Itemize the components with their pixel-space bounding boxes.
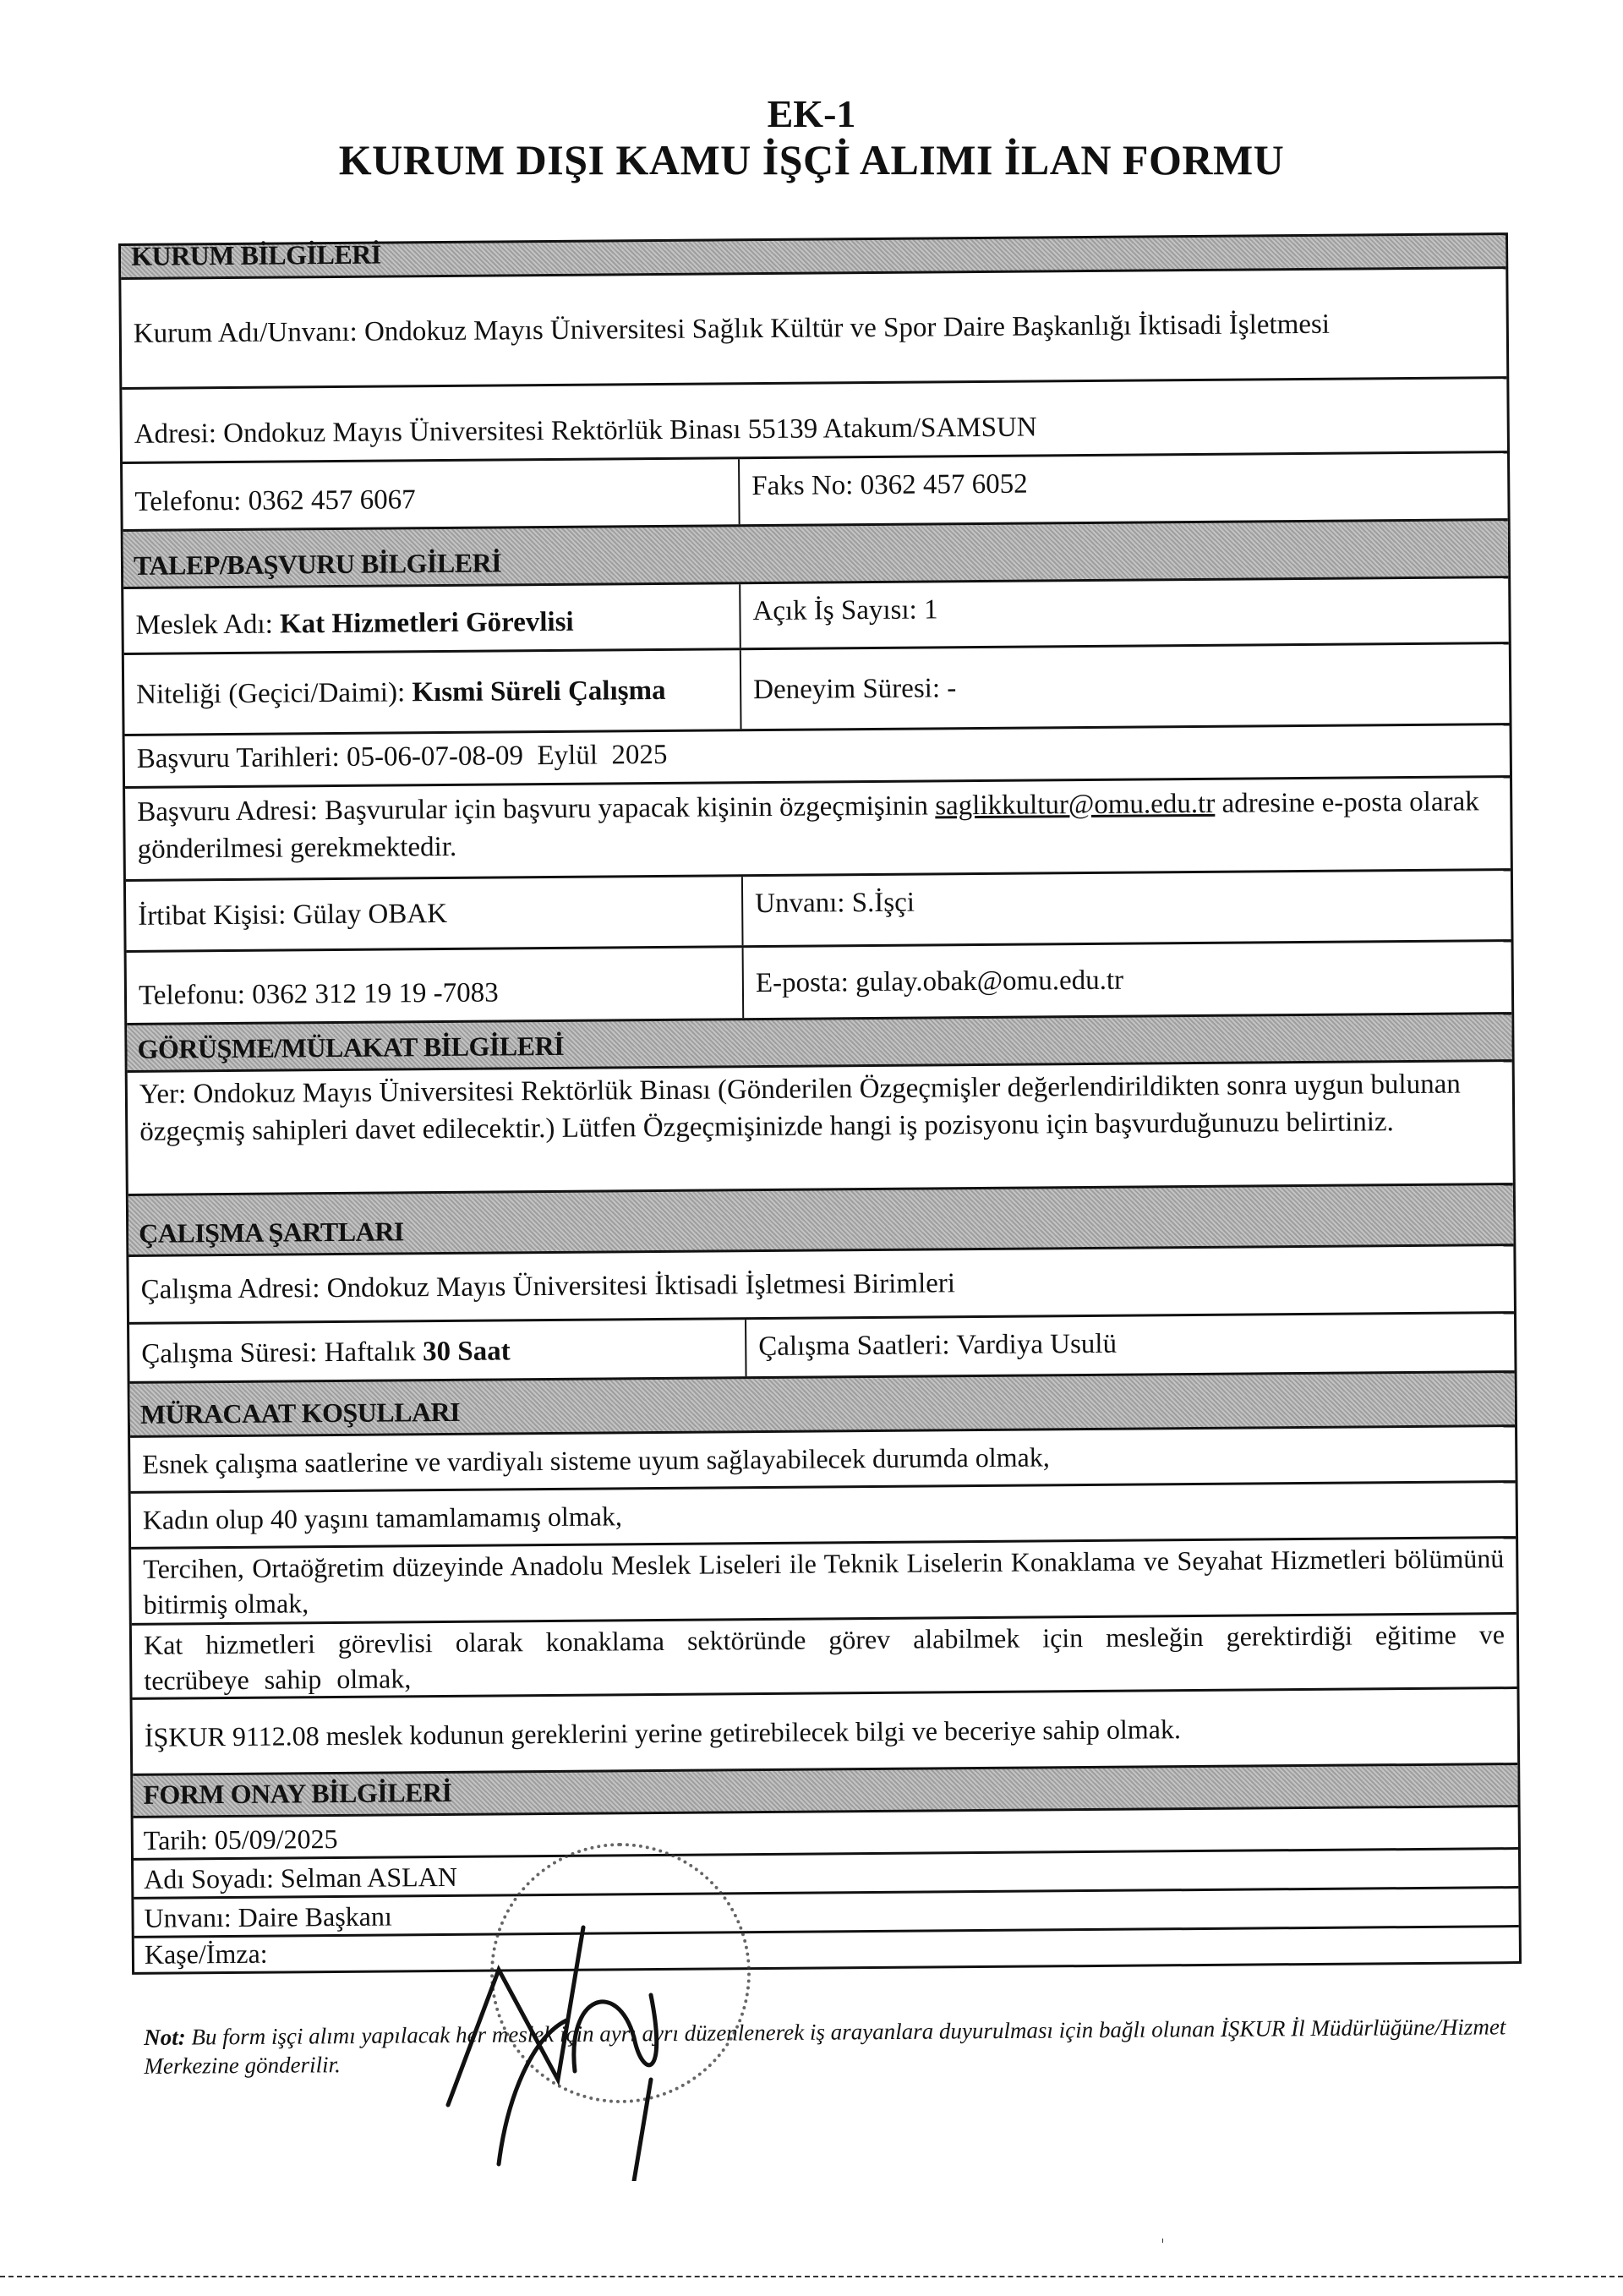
open-jobs-cell [740,578,1509,648]
section-title: GÖRÜŞME/MÜLAKAT BİLGİLERİ [137,1030,565,1064]
row-application-address [125,775,1511,879]
field-label: Adresi: [134,418,217,450]
field-label: Telefonu: [134,485,242,517]
row-address [122,376,1507,462]
work-address-value: Ondokuz Mayıs Üniversitesi İktisadi İşletmesi Birimleri [326,1267,956,1304]
section-title: KURUM BİLGİLERİ [130,238,381,271]
field-label: Çalışma Saatleri: [758,1330,950,1363]
section-title: FORM ONAY BİLGİLERİ [143,1776,452,1810]
field-label: Çalışma Süresi: Haftalık [141,1337,416,1369]
work-hours-cell [746,1314,1514,1376]
field-label: Kaşe/İmza: [144,1938,268,1970]
interview-place-value: Ondokuz Mayıs Üniversitesi Rektörlük Binası (Gönderilen Özgeçmişler değerlendirildikten sonra uygun bulunan özgeçmiş sahipleri davet edilecektir.) Lütfen Özgeçmişinizde hangi iş pozisyonu için başvurduğunuzu belirtiniz. [139,1069,1461,1147]
row-occupation [123,576,1509,653]
page-bottom-edge [0,2276,1623,2277]
application-email-link[interactable]: saglikkultur@omu.edu.tr [935,788,1216,822]
requirement-item [131,1480,1516,1547]
row-contact [126,868,1511,950]
field-label: Tarih: [143,1824,208,1856]
contact-cell [126,877,744,950]
row-institution-name [121,266,1506,387]
fax-value: 0362 457 6052 [860,468,1028,501]
contact-phone-value: 0362 312 19 19 -7083 [252,977,499,1010]
field-label: Başvuru Tarihleri: [136,741,340,774]
signature-icon [363,1826,719,2181]
row-interview-place [128,1059,1513,1194]
field-label: Açık İş Sayısı: [752,594,917,627]
approval-date-value: 05/09/2025 [214,1823,338,1856]
row-nature [124,642,1510,734]
nature-cell [124,650,742,734]
contact-value: Gülay OBAK [292,898,448,930]
approver-name-value: Selman ASLAN [280,1861,457,1894]
field-label: Başvuru Adresi: [137,795,318,828]
field-label: Kurum Adı/Unvanı: [133,316,358,349]
footnote-label: Not: [144,2024,186,2050]
section-title: MÜRACAAT KOŞULLARI [139,1396,461,1430]
address-value: Ondokuz Mayıs Üniversitesi Rektörlük Binası 55139 Atakum/SAMSUN [223,412,1037,450]
approver-title-value: Daire Başkanı [238,1900,392,1932]
section-title: ÇALIŞMA ŞARTLARI [139,1216,404,1249]
field-label: İrtibat Kişisi: [138,899,287,932]
requirement-item [132,1612,1517,1697]
fax-cell [740,453,1508,524]
row-contact-phone [127,939,1512,1023]
field-label: Deneyim Süresi: [753,672,941,705]
section-title: TALEP/BAŞVURU BİLGİLERİ [133,547,502,581]
contact-title-value: S.İşçi [851,887,915,919]
dates-value: 05-06-07-08-09 Eylül 2025 [346,739,668,773]
field-label: Çalışma Adresi: [140,1272,320,1305]
field-label: Faks No: [751,470,854,502]
row-work-address [128,1244,1514,1322]
field-label: Niteliği (Geçici/Daimi): [136,676,406,710]
work-duration-cell [129,1320,747,1381]
form-title: KURUM DIŞI KAMU İŞÇİ ALIMI İLAN FORMU [338,136,1285,183]
application-address-cell [125,778,1511,879]
work-address-cell [128,1246,1514,1322]
requirement-text: İŞKUR 9112.08 meslek kodunun gereklerini yerine getirebilecek bilgi ve beceriye sahip olmak. [144,1713,1181,1752]
annex-label: EK-1 [767,92,856,135]
section-header-calisma [128,1183,1514,1255]
requirement-text: Esnek çalışma saatlerine ve vardiyalı sisteme uyum sağlayabilecek durumda olmak, [142,1441,1050,1479]
work-duration-value: 30 Saat [422,1336,511,1368]
address-cell [122,379,1507,462]
row-phone-fax [123,451,1508,529]
contact-title-cell [743,871,1511,945]
experience-cell [741,644,1510,729]
field-label: Adı Soyadı: [144,1862,275,1894]
contact-phone-cell [127,948,745,1023]
requirement-item [133,1686,1518,1774]
section-header-muracaat [130,1370,1515,1435]
interview-place-cell [128,1062,1513,1194]
scan-mark [1162,2239,1163,2243]
footnote [144,2012,1530,2080]
footnote-text: Bu form işçi alımı yapılacak her meslek için ayrı ayrı düzenlenerek iş arayanlara duyurulması için bağlı olunan İŞKUR İl Müdürlüğüne/Hizmet Merkezine gönderilir. [144,2014,1506,2079]
section-header-talep [123,518,1508,587]
application-address-text-2: adresine e-posta olarak gönderilmesi gerekmektedir. [137,786,1479,865]
row-application-dates [125,723,1510,786]
row-work-duration [129,1311,1514,1381]
field-label: Unvanı: [144,1902,232,1933]
job-posting-form [118,232,1522,1975]
contact-email-value[interactable]: gulay.obak@omu.edu.tr [855,965,1124,998]
field-label: Yer: [139,1079,187,1110]
field-label: Meslek Adı: [135,609,273,641]
requirement-text: Kat hizmetleri görevlisi olarak konaklama sektöründe görev alabilmek için mesleğin gerektirdiği eğitime ve tecrübeye sahip olmak, [143,1619,1506,1696]
occupation-value: Kat Hizmetleri Görevlisi [279,606,574,640]
application-address-text: Başvurular için başvuru yapacak kişinin özgeçmişinin [324,790,929,827]
occupation-cell [123,584,741,653]
work-hours-value: Vardiya Usulü [956,1328,1118,1361]
phone-value: 0362 457 6067 [248,484,416,517]
requirement-item [130,1424,1515,1491]
contact-email-cell [744,942,1512,1018]
requirement-item [131,1536,1516,1623]
field-label: E-posta: [755,966,850,998]
open-jobs-value: 1 [923,594,938,626]
institution-name-cell [121,269,1506,387]
requirement-text: Kadın olup 40 yaşını tamamlamamış olmak, [142,1501,622,1535]
phone-cell [123,459,740,529]
requirement-text: Tercihen, Ortaöğretim düzeyinde Anadolu Meslek Liseleri ile Teknik Liselerin Konaklama ve Seyahat Hizmetleri bölümünü bitirmiş olmak, [143,1543,1505,1620]
field-label: Unvanı: [755,888,845,920]
field-label: Telefonu: [138,979,246,1011]
experience-value: - [947,672,957,703]
nature-value: Kısmi Süreli Çalışma [412,675,666,708]
institution-name-value: Ondokuz Mayıs Üniversitesi Sağlık Kültür ve Spor Daire Başkanlığı İktisadi İşletmesi [363,309,1331,347]
